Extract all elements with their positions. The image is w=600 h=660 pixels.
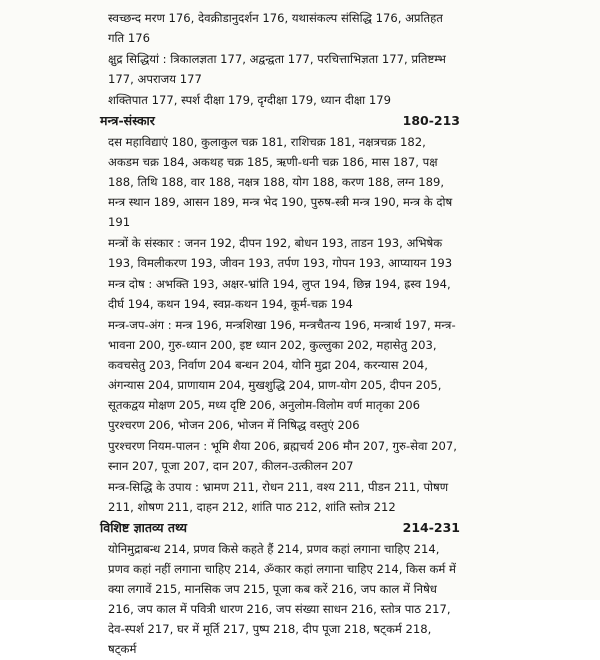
index-entry: शक्तिपात 177, स्पर्श दीक्षा 179, दृग्दीक्षा 179, ध्यान दीक्षा 179 [108, 93, 391, 107]
index-entry: मन्त्र दोष : अभक्ति 193, अक्षर-भ्रांति 194, लुप्त 194, छिन्न 194, ह्रस्व 194, दीर्घ 194, कथन 194, स्वप्न-कथन 194, कूर्म-चक्र 194 [108, 277, 451, 311]
section-title: विशिष्ट ज्ञातव्य तथ्य [100, 520, 188, 535]
index-entry: मन्त्र-जप-अंग : मन्त्र 196, मन्त्रशिखा 196, मन्त्रचैतन्य 196, मन्त्रार्थ 197, मन्त्र-भावना 200, गुरु-ध्यान 200, इष्ट ध्यान 202, कुल्लुका 202, महासेतु 203, कवचसेतु 203, निर्वाण 204 बन्धन 204, योनि मुद्रा 204, करन्यास 204, अंगन्यास 204, प्राणायाम 204, मुखशुद्धि 204, प्राण-योग 205, दीपन 205, सूतकद्वय मोक्षण 205, मध्य दृष्टि 206, अनुलोम-विलोम वर्ण मातृका 206 पुरश्चरण 206, भोजन 206, भोजन में निषिद्ध वस्तुएं 206 [108, 318, 456, 432]
section-page-range: 214-231 [402, 520, 460, 535]
section-page-range: 180-213 [402, 113, 460, 128]
index-entry: मन्त्र-सिद्धि के उपाय : भ्रामण 211, रोधन 211, वश्य 211, पीडन 211, पोषण 211, शोषण 211, दाहन 212, शांति पाठ 212, शांति स्तोत्र 212 [108, 480, 449, 514]
index-entry: दस महाविद्याएं 180, कुलाकुल चक्र 181, राशिचक्र 181, नक्षत्रचक्र 182, अकडम चक्र 184, अकथह चक्र 185, ऋणी-धनी चक्र 186, मास 187, पक्ष 188, तिथि 188, वार 188, नक्षत्र 188, योग 188, करण 188, लग्न 189, मन्त्र स्थान 189, आसन 189, मन्त्र भेद 190, पुरुष-स्त्री मन्त्र 190, मन्त्र के दोष 191 [108, 135, 453, 229]
index-entry: पुरश्चरण नियम-पालन : भूमि शैया 206, ब्रह्मचर्य 206 मौन 207, गुरु-सेवा 207, स्नान 207, पूजा 207, दान 207, कीलन-उत्कीलन 207 [108, 439, 457, 473]
index-entry: योनिमुद्राबन्ध 214, प्रणव किसे कहते हैं 214, प्रणव कहां लगाना चाहिए 214, प्रणव कहां नहीं लगाना चाहिए 214, ॐकार कहां लगाना चाहिए 214, किस कर्म में क्या लगावें 215, मानसिक जप 215, पूजा कब करें 216, जप काल में निषेध 216, जप काल में पवित्री धारण 216, जप संख्या साधन 216, स्तोत्र पाठ 217, देव-स्पर्श 217, घर में मूर्ति 217, पुष्प 218, दीप पूजा 218, षट्कर्म 218, षट्कर्म [108, 542, 456, 656]
section-heading [100, 111, 460, 131]
index-entry: स्वच्छन्द मरण 176, देवक्रीडानुदर्शन 176, यथासंकल्प संसिद्धि 176, अप्रतिहत गति 176 [108, 11, 443, 45]
index-content [100, 8, 460, 660]
section-title: मन्त्र-संस्कार [100, 113, 155, 128]
index-entry: क्षुद्र सिद्धियां : त्रिकालज्ञता 177, अद्वन्द्वता 177, परचित्ताभिज्ञता 177, प्रतिष्टम्भ 177, अपराजय 177 [108, 52, 446, 86]
index-entry: मन्त्रों के संस्कार : जनन 192, दीपन 192, बोधन 193, ताडन 193, अभिषेक 193, विमलीकरण 193, जीवन 193, तर्पण 193, गोपन 193, आप्यायन 193 [108, 236, 453, 270]
section-heading [100, 518, 460, 538]
